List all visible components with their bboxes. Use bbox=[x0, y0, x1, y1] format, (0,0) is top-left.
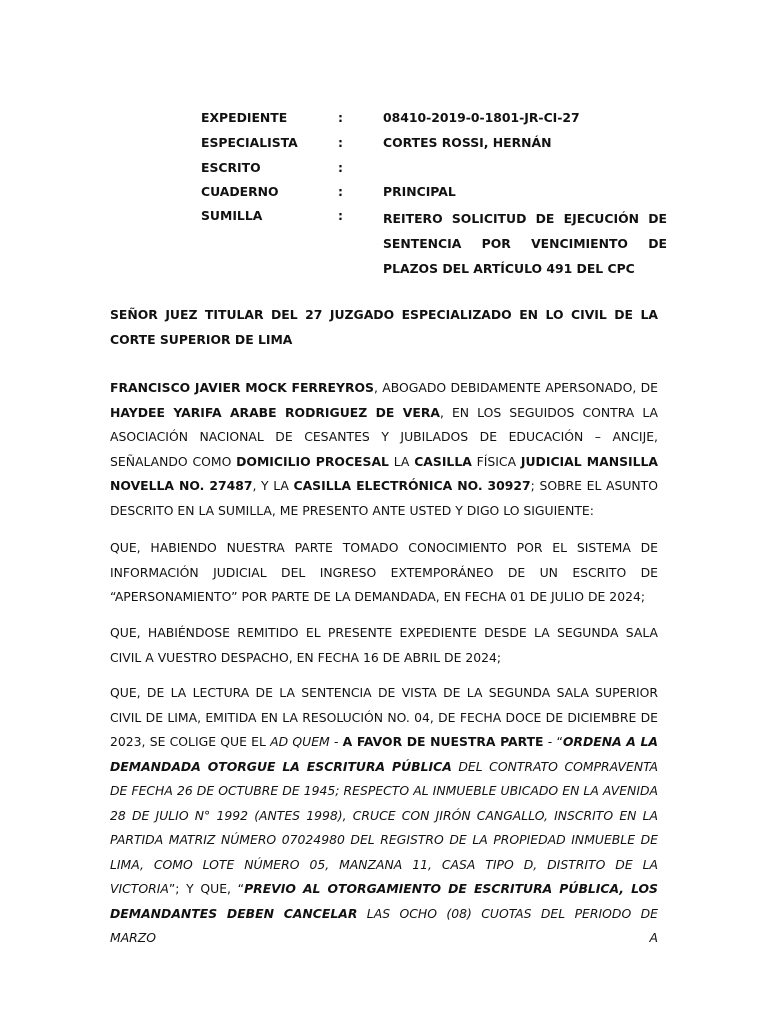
addressee: SEÑOR JUEZ TITULAR DEL 27 JUZGADO ESPECIALIZADO EN LO CIVIL DE LA CORTE SUPERIOR DE LIMA bbox=[110, 307, 658, 347]
intro-text: LA bbox=[388, 453, 415, 469]
header-row-cuaderno bbox=[201, 182, 667, 202]
casilla-electronica: CASILLA ELECTRÓNICA NO. 30927 bbox=[293, 478, 531, 493]
header-value: CORTES ROSSI, HERNÁN bbox=[383, 135, 552, 150]
header-colon: : bbox=[338, 135, 343, 150]
casilla: CASILLA bbox=[414, 453, 472, 469]
header-colon: : bbox=[338, 110, 343, 125]
paragraph-3 bbox=[110, 681, 658, 951]
header-colon: : bbox=[338, 160, 343, 175]
a-favor: A FAVOR DE NUESTRA PARTE bbox=[342, 734, 544, 749]
paragraph-text: - bbox=[329, 734, 343, 749]
quoted-text: DEL CONTRATO COMPRAVENTA DE FECHA 26 DE OCTUBRE DE 1945; RESPECTO AL INMUEBLE UBICADO EN LA AVENIDA 28 DE JULIO N° 1992 (ANTES 1998), CRUCE CON JIRÓN CANGALLO, INSCRITO EN LA PARTIDA MATRIZ NÚMERO 07024980 DEL REGISTRO DE LA PROPIEDAD INMUEBLE DE LIMA, COMO LOTE NÚMERO 05, MANZANA 11, CASA TIPO D, DISTRITO DE LA VICTORIA bbox=[110, 758, 658, 896]
header-colon: : bbox=[338, 184, 343, 199]
intro-text: , ABOGADO DEBIDAMENTE APERSONADO, DE bbox=[373, 380, 659, 395]
intro-text: ; SOBRE EL ASUNTO DESCRITO EN LA SUMILLA, ME PRESENTO ANTE USTED Y DIGO LO SIGUIENTE: bbox=[110, 478, 658, 518]
header-label: ESCRITO bbox=[201, 160, 261, 175]
header-label: ESPECIALISTA bbox=[201, 135, 298, 150]
header-label: EXPEDIENTE bbox=[201, 110, 288, 125]
intro-text: FÍSICA bbox=[471, 453, 521, 469]
casilla-judicial: JUDICIAL MANSILLA NOVELLA NO. 27487 bbox=[110, 453, 659, 493]
paragraph-text: ”; Y QUE, “ bbox=[168, 881, 245, 896]
header-value: 08410-2019-0-1801-JR-CI-27 bbox=[383, 110, 580, 125]
previo: PREVIO AL OTORGAMIENTO DE ESCRITURA PÚBLICA, LOS DEMANDANTES DEBEN CANCELAR bbox=[110, 881, 658, 921]
intro-paragraph bbox=[110, 376, 658, 523]
lawyer-name: FRANCISCO JAVIER MOCK FERREYROS bbox=[110, 380, 374, 395]
header-row-especialista bbox=[201, 133, 667, 153]
header-label: SUMILLA bbox=[201, 208, 263, 223]
header-label: CUADERNO bbox=[201, 184, 279, 199]
paragraph-text: QUE, DE LA LECTURA DE LA SENTENCIA DE VISTA DE LA SEGUNDA SALA SUPERIOR CIVIL DE LIMA, EMITIDA EN LA RESOLUCIÓN NO. 04, DE FECHA DOCE DE DICIEMBRE DE 2023, SE COLIGE QUE EL bbox=[110, 685, 658, 749]
ordena: ORDENA A LA DEMANDADA OTORGUE LA ESCRITURA PÚBLICA bbox=[110, 734, 658, 774]
intro-text: , Y LA bbox=[252, 478, 294, 493]
paragraph-2: QUE, HABIÉNDOSE REMITIDO EL PRESENTE EXPEDIENTE DESDE LA SEGUNDA SALA CIVIL A VUESTRO DESPACHO, EN FECHA 16 DE ABRIL DE 2024; bbox=[110, 625, 658, 665]
quoted-text: LAS OCHO (08) CUOTAS DEL PERIODO DE MARZO A bbox=[110, 905, 658, 945]
header-colon: : bbox=[338, 208, 343, 223]
sumilla-text: REITERO SOLICITUD DE EJECUCIÓN DE SENTENCIA POR VENCIMIENTO DE PLAZOS DEL ARTÍCULO 491 DEL CPC bbox=[383, 211, 667, 276]
paragraph-text: - “ bbox=[543, 734, 563, 749]
header-row-expediente bbox=[201, 108, 667, 128]
paragraph-1: QUE, HABIENDO NUESTRA PARTE TOMADO CONOCIMIENTO POR EL SISTEMA DE INFORMACIÓN JUDICIAL DEL INGRESO EXTEMPORÁNEO DE UN ESCRITO DE “APERSONAMIENTO” POR PARTE DE LA DEMANDADA, EN FECHA 01 DE JULIO DE 2024; bbox=[110, 540, 658, 604]
client-name: HAYDEE YARIFA ARABE RODRIGUEZ DE VERA bbox=[110, 404, 440, 420]
domicilio-procesal: DOMICILIO PROCESAL bbox=[236, 453, 389, 469]
ad-quem: AD QUEM bbox=[270, 734, 330, 749]
intro-text: , EN LOS SEGUIDOS CONTRA LA ASOCIACIÓN NACIONAL DE CESANTES Y JUBILADOS DE EDUCACIÓN – ANCIJE, SEÑALANDO COMO bbox=[110, 404, 658, 469]
header-row-escrito bbox=[201, 158, 667, 178]
header-value: PRINCIPAL bbox=[383, 184, 456, 199]
